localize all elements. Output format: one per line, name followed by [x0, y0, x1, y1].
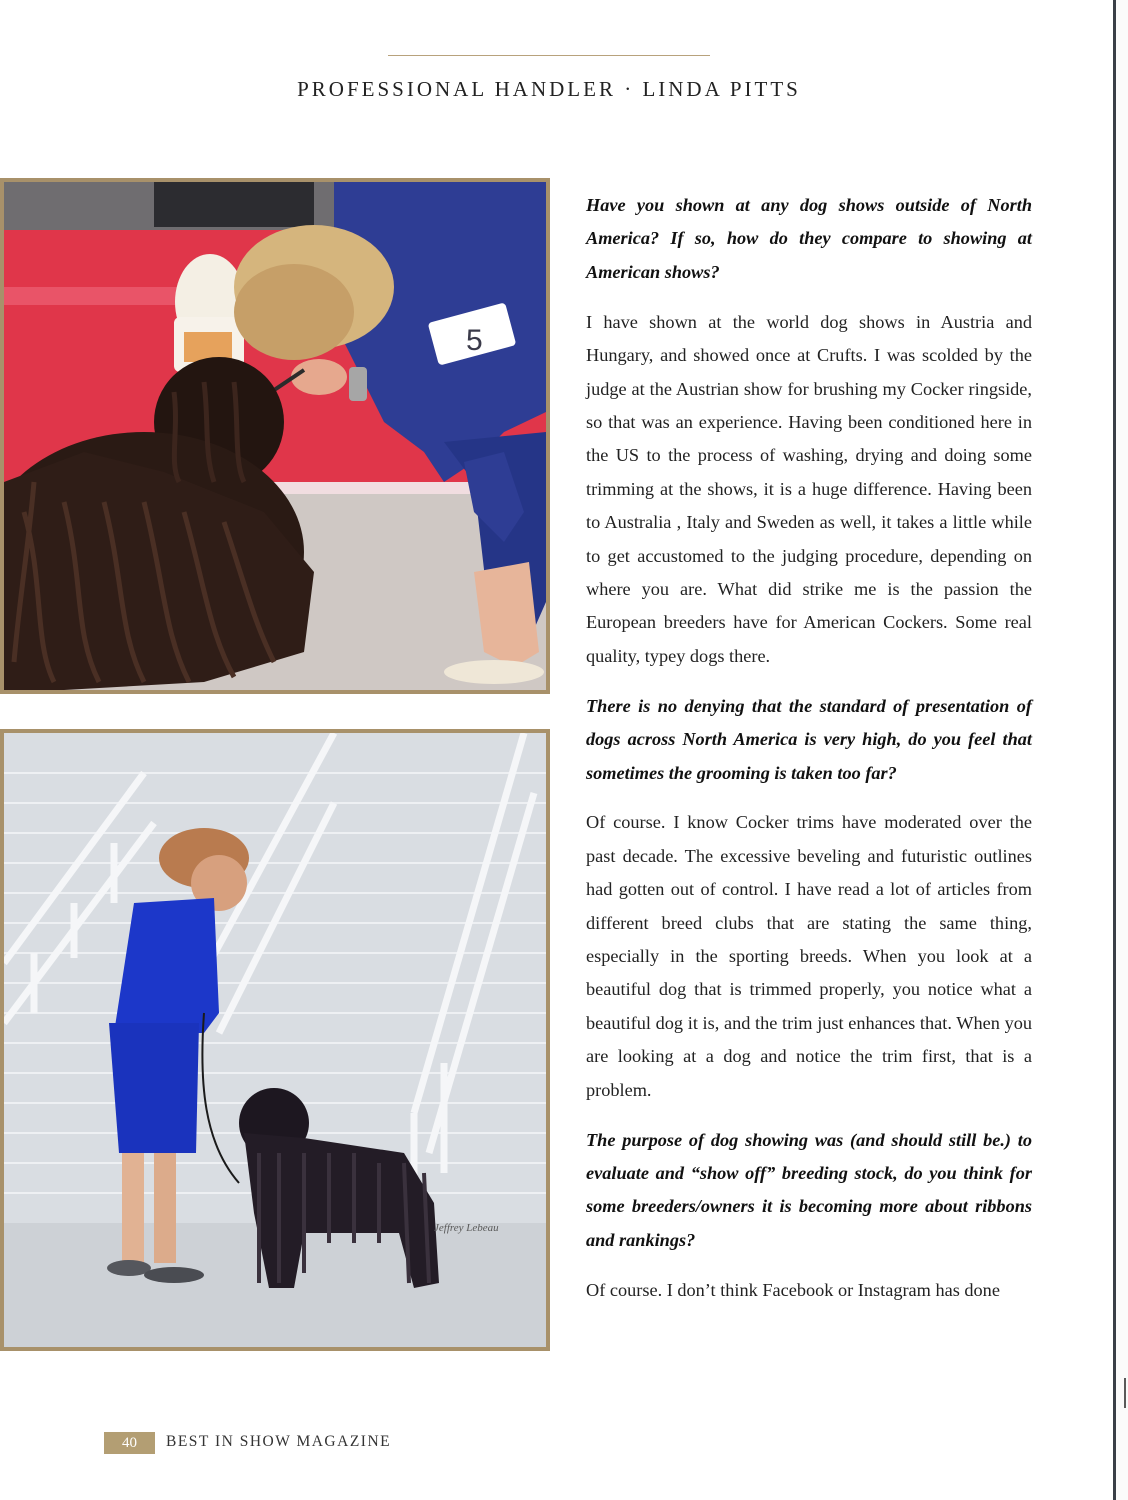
photo-ring-image	[4, 182, 546, 690]
page-edge-tick	[1124, 1378, 1126, 1408]
question-paragraph: The purpose of dog showing was (and should still be.) to evaluate and “show off” breeding stock, do you think for some breeders/owners it is becoming more about ribbons and rankings?	[586, 1129, 1032, 1250]
page-edge-line	[1113, 0, 1116, 1500]
page-edge	[1116, 0, 1128, 1500]
photo-stairs-image	[4, 733, 546, 1347]
photo-handler-with-dog-ring	[0, 178, 550, 694]
answer-paragraph: I have shown at the world dog shows in Austria and Hungary, and showed once at Crufts. I was scolded by the judge at the Austrian show for brushing my Cocker ringside, so that was an experience. Having been conditioned here in the US to the process of washing, drying and doing some trimming at the shows, it is a huge difference. Having been to Australia , Italy and Sweden as well, it takes a little while to get accustomed to the judging procedure, depending on where you are. What did strike me is the passion the European breeders have for American Cockers. Some real quality, typey dogs there.	[586, 311, 1032, 666]
article-body	[586, 189, 1032, 1324]
header-rule	[388, 55, 710, 56]
page-title: PROFESSIONAL HANDLER · LINDA PITTS	[297, 77, 801, 101]
answer-paragraph: Of course. I don’t think Facebook or Instagram has done	[586, 1279, 1000, 1300]
answer-paragraph: Of course. I know Cocker trims have moderated over the past decade. The excessive beveling and futuristic outlines had gotten out of control. I have read a lot of articles from different breed clubs that are stating the same thing, especially in the sporting breeds. When you look at a beautiful dog that is trimmed properly, you notice what a beautiful dog it is, and the trim just enhances that. When you are looking at a dog and notice the trim first, that is a problem.	[586, 812, 1032, 1100]
photographer-signature: Jeffrey Lebeau	[434, 1222, 499, 1234]
page-number: 40	[104, 1432, 155, 1454]
armband-number: 5	[466, 324, 483, 357]
magazine-name: BEST IN SHOW MAGAZINE	[166, 1433, 392, 1450]
question-paragraph: Have you shown at any dog shows outside of North America? If so, how do they compare to showing at American shows?	[586, 195, 1032, 282]
question-paragraph: There is no denying that the standard of presentation of dogs across North America is very high, do you feel that sometimes the grooming is taken too far?	[586, 695, 1032, 783]
photo-handler-with-dog-stairs	[0, 729, 550, 1351]
